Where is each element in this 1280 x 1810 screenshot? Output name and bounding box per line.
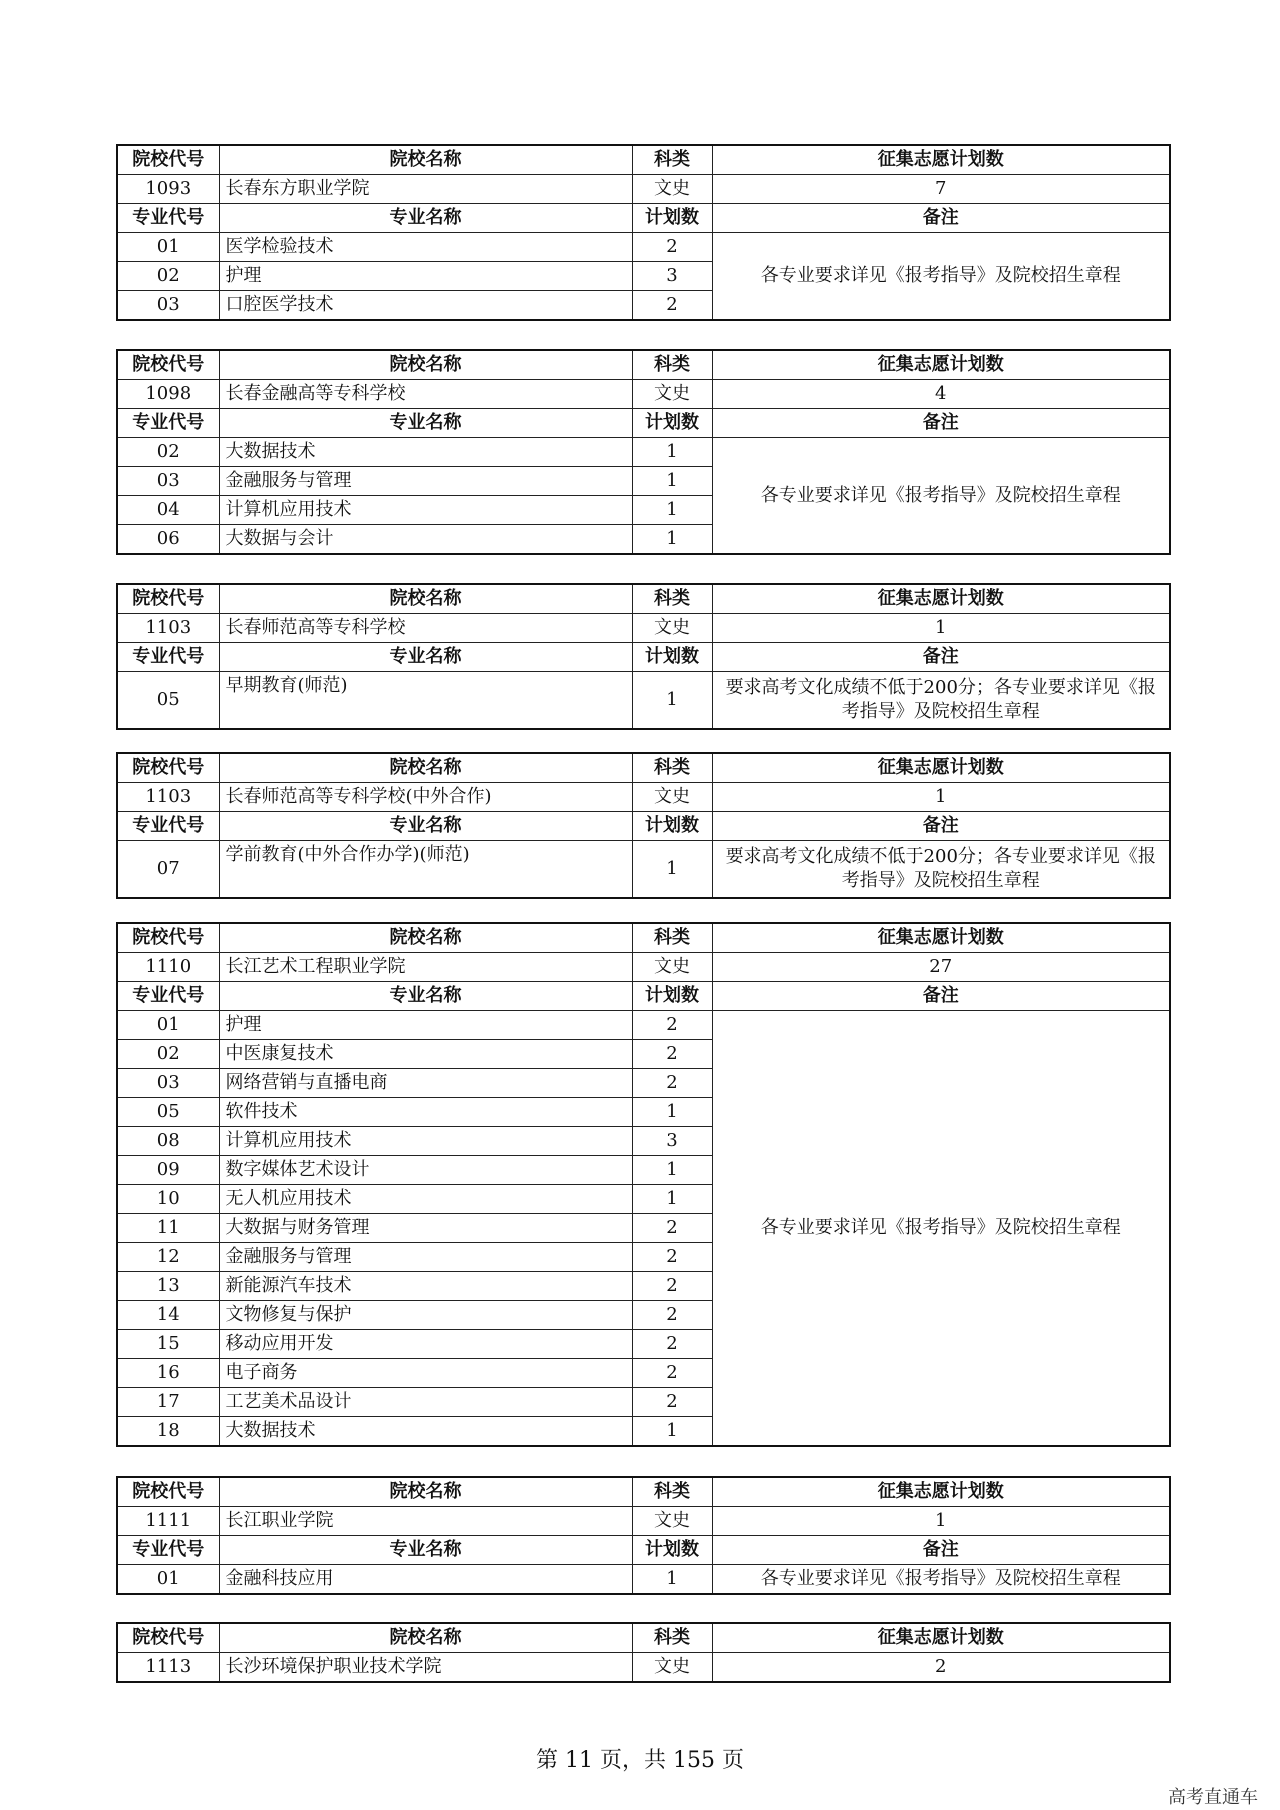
plan-count: 2	[632, 1359, 712, 1388]
page-footer: 第 11 页，共 155 页	[536, 1748, 744, 1773]
major-code: 06	[117, 525, 219, 555]
plan-count: 1	[632, 841, 712, 899]
major-code: 13	[117, 1272, 219, 1301]
major-name: 计算机应用技术	[219, 496, 632, 525]
header-remark: 备注	[712, 812, 1170, 841]
major-name: 新能源汽车技术	[219, 1272, 632, 1301]
header-school-code: 院校代号	[117, 923, 219, 953]
plan-count: 1	[632, 1098, 712, 1127]
admission-block-1098	[116, 349, 1171, 555]
table-row	[117, 1565, 1170, 1595]
header-category: 科类	[632, 1477, 712, 1507]
category: 文史	[632, 953, 712, 982]
plan-count: 1	[632, 1185, 712, 1214]
major-code: 18	[117, 1417, 219, 1447]
major-code: 02	[117, 1040, 219, 1069]
plan-count: 2	[632, 1243, 712, 1272]
header-plan-count: 计划数	[632, 812, 712, 841]
school-name: 长春东方职业学院	[219, 175, 632, 204]
header-category: 科类	[632, 584, 712, 614]
header-plan-count: 计划数	[632, 982, 712, 1011]
header-category: 科类	[632, 350, 712, 380]
major-name: 金融服务与管理	[219, 1243, 632, 1272]
major-code: 11	[117, 1214, 219, 1243]
plan-count: 2	[632, 1301, 712, 1330]
header-major-name: 专业名称	[219, 409, 632, 438]
category: 文史	[632, 783, 712, 812]
category: 文史	[632, 614, 712, 643]
remark: 各专业要求详见《报考指导》及院校招生章程	[712, 1011, 1170, 1447]
major-name: 工艺美术品设计	[219, 1388, 632, 1417]
major-code: 05	[117, 1098, 219, 1127]
plan-count: 2	[632, 233, 712, 262]
header-school-name: 院校名称	[219, 753, 632, 783]
admission-block-1110	[116, 922, 1171, 1447]
header-plan-total: 征集志愿计划数	[712, 923, 1170, 953]
plan-total: 7	[712, 175, 1170, 204]
remark: 各专业要求详见《报考指导》及院校招生章程	[712, 438, 1170, 555]
header-remark: 备注	[712, 643, 1170, 672]
plan-count: 2	[632, 1388, 712, 1417]
plan-count: 2	[632, 1330, 712, 1359]
header-category: 科类	[632, 1623, 712, 1653]
major-code: 01	[117, 1565, 219, 1595]
major-code: 02	[117, 262, 219, 291]
header-school-code: 院校代号	[117, 1623, 219, 1653]
header-plan-total: 征集志愿计划数	[712, 145, 1170, 175]
major-code: 03	[117, 1069, 219, 1098]
category: 文史	[632, 380, 712, 409]
admission-block-1093	[116, 144, 1171, 321]
admission-block-1103	[116, 583, 1171, 730]
category: 文史	[632, 1507, 712, 1536]
major-code: 14	[117, 1301, 219, 1330]
plan-count: 1	[632, 672, 712, 730]
header-plan-total: 征集志愿计划数	[712, 753, 1170, 783]
header-remark: 备注	[712, 982, 1170, 1011]
plan-count: 2	[632, 1272, 712, 1301]
major-name: 大数据与财务管理	[219, 1214, 632, 1243]
header-plan-count: 计划数	[632, 409, 712, 438]
admission-block-1113	[116, 1622, 1171, 1683]
major-name: 护理	[219, 262, 632, 291]
plan-count: 2	[632, 1011, 712, 1040]
header-school-code: 院校代号	[117, 145, 219, 175]
major-name: 文物修复与保护	[219, 1301, 632, 1330]
header-school-code: 院校代号	[117, 753, 219, 783]
header-remark: 备注	[712, 204, 1170, 233]
major-code: 02	[117, 438, 219, 467]
remark: 各专业要求详见《报考指导》及院校招生章程	[712, 233, 1170, 321]
plan-count: 1	[632, 1417, 712, 1447]
plan-count: 3	[632, 262, 712, 291]
header-category: 科类	[632, 145, 712, 175]
header-school-name: 院校名称	[219, 145, 632, 175]
plan-total: 2	[712, 1653, 1170, 1683]
major-code: 12	[117, 1243, 219, 1272]
school-code: 1093	[117, 175, 219, 204]
plan-total: 4	[712, 380, 1170, 409]
plan-count: 2	[632, 1214, 712, 1243]
header-category: 科类	[632, 753, 712, 783]
school-name: 长沙环境保护职业技术学院	[219, 1653, 632, 1683]
major-name: 移动应用开发	[219, 1330, 632, 1359]
plan-count: 2	[632, 1069, 712, 1098]
major-code: 10	[117, 1185, 219, 1214]
header-plan-count: 计划数	[632, 1536, 712, 1565]
plan-total: 1	[712, 783, 1170, 812]
header-major-code: 专业代号	[117, 812, 219, 841]
header-plan-count: 计划数	[632, 204, 712, 233]
header-category: 科类	[632, 923, 712, 953]
school-name: 长春师范高等专科学校	[219, 614, 632, 643]
major-name: 口腔医学技术	[219, 291, 632, 321]
header-school-code: 院校代号	[117, 584, 219, 614]
admission-block-1111	[116, 1476, 1171, 1595]
school-code: 1110	[117, 953, 219, 982]
major-name: 医学检验技术	[219, 233, 632, 262]
admission-block-1103	[116, 752, 1171, 899]
header-plan-total: 征集志愿计划数	[712, 1623, 1170, 1653]
header-major-code: 专业代号	[117, 643, 219, 672]
header-major-code: 专业代号	[117, 204, 219, 233]
plan-count: 1	[632, 438, 712, 467]
header-major-code: 专业代号	[117, 409, 219, 438]
remark: 各专业要求详见《报考指导》及院校招生章程	[712, 1565, 1170, 1595]
remark: 要求高考文化成绩不低于200分；各专业要求详见《报考指导》及院校招生章程	[712, 841, 1170, 899]
header-remark: 备注	[712, 1536, 1170, 1565]
major-code: 17	[117, 1388, 219, 1417]
major-code: 03	[117, 467, 219, 496]
header-remark: 备注	[712, 409, 1170, 438]
major-name: 计算机应用技术	[219, 1127, 632, 1156]
school-code: 1103	[117, 783, 219, 812]
header-major-code: 专业代号	[117, 982, 219, 1011]
major-name: 无人机应用技术	[219, 1185, 632, 1214]
header-major-name: 专业名称	[219, 643, 632, 672]
major-code: 08	[117, 1127, 219, 1156]
header-school-name: 院校名称	[219, 1477, 632, 1507]
table-row	[117, 672, 1170, 730]
plan-count: 3	[632, 1127, 712, 1156]
major-code: 09	[117, 1156, 219, 1185]
table-row	[117, 438, 1170, 467]
table-row	[117, 841, 1170, 899]
header-school-name: 院校名称	[219, 1623, 632, 1653]
major-code: 05	[117, 672, 219, 730]
major-name: 早期教育(师范)	[219, 672, 632, 730]
major-code: 01	[117, 233, 219, 262]
major-name: 网络营销与直播电商	[219, 1069, 632, 1098]
major-name: 软件技术	[219, 1098, 632, 1127]
major-name: 大数据与会计	[219, 525, 632, 555]
table-row	[117, 233, 1170, 262]
major-name: 护理	[219, 1011, 632, 1040]
header-major-name: 专业名称	[219, 204, 632, 233]
major-code: 04	[117, 496, 219, 525]
plan-count: 2	[632, 291, 712, 321]
major-code: 01	[117, 1011, 219, 1040]
header-school-code: 院校代号	[117, 350, 219, 380]
major-code: 03	[117, 291, 219, 321]
plan-count: 1	[632, 496, 712, 525]
header-major-name: 专业名称	[219, 812, 632, 841]
major-code: 15	[117, 1330, 219, 1359]
major-name: 数字媒体艺术设计	[219, 1156, 632, 1185]
school-name: 长春师范高等专科学校(中外合作)	[219, 783, 632, 812]
major-name: 电子商务	[219, 1359, 632, 1388]
watermark: 高考直通车	[1168, 1787, 1258, 1808]
school-name: 长江职业学院	[219, 1507, 632, 1536]
major-code: 07	[117, 841, 219, 899]
header-plan-total: 征集志愿计划数	[712, 1477, 1170, 1507]
school-code: 1111	[117, 1507, 219, 1536]
school-code: 1098	[117, 380, 219, 409]
header-school-name: 院校名称	[219, 923, 632, 953]
header-major-name: 专业名称	[219, 1536, 632, 1565]
category: 文史	[632, 1653, 712, 1683]
plan-total: 27	[712, 953, 1170, 982]
plan-count: 1	[632, 1565, 712, 1595]
header-major-code: 专业代号	[117, 1536, 219, 1565]
plan-total: 1	[712, 1507, 1170, 1536]
table-row	[117, 1011, 1170, 1040]
header-plan-count: 计划数	[632, 643, 712, 672]
header-school-code: 院校代号	[117, 1477, 219, 1507]
header-plan-total: 征集志愿计划数	[712, 350, 1170, 380]
major-name: 金融科技应用	[219, 1565, 632, 1595]
remark: 要求高考文化成绩不低于200分；各专业要求详见《报考指导》及院校招生章程	[712, 672, 1170, 730]
plan-count: 1	[632, 467, 712, 496]
plan-count: 1	[632, 1156, 712, 1185]
major-code: 16	[117, 1359, 219, 1388]
plan-count: 2	[632, 1040, 712, 1069]
school-name: 长江艺术工程职业学院	[219, 953, 632, 982]
major-name: 学前教育(中外合作办学)(师范)	[219, 841, 632, 899]
plan-total: 1	[712, 614, 1170, 643]
category: 文史	[632, 175, 712, 204]
header-school-name: 院校名称	[219, 584, 632, 614]
plan-count: 1	[632, 525, 712, 555]
school-name: 长春金融高等专科学校	[219, 380, 632, 409]
header-plan-total: 征集志愿计划数	[712, 584, 1170, 614]
major-name: 大数据技术	[219, 1417, 632, 1447]
school-code: 1103	[117, 614, 219, 643]
major-name: 大数据技术	[219, 438, 632, 467]
header-school-name: 院校名称	[219, 350, 632, 380]
major-name: 金融服务与管理	[219, 467, 632, 496]
school-code: 1113	[117, 1653, 219, 1683]
major-name: 中医康复技术	[219, 1040, 632, 1069]
header-major-name: 专业名称	[219, 982, 632, 1011]
